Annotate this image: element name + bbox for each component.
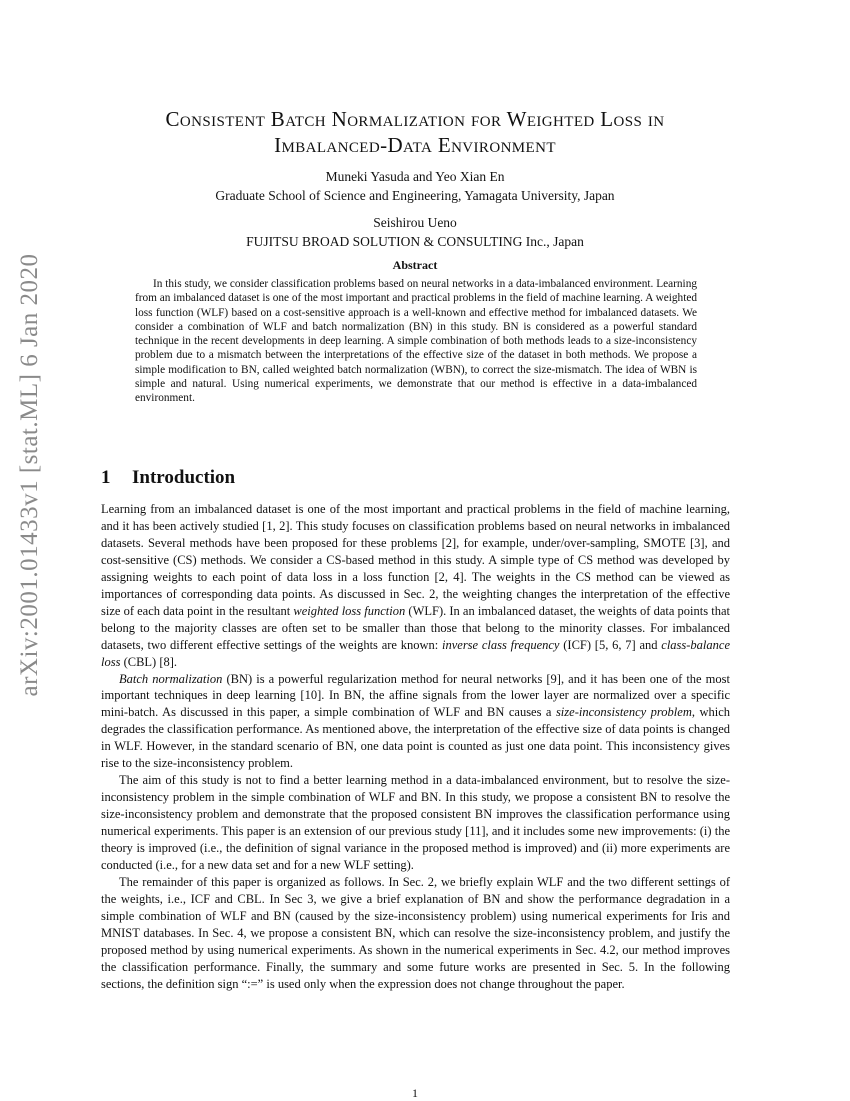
term-batch-normalization: Batch normalization (119, 671, 223, 686)
arxiv-sidebar (0, 0, 60, 1100)
paragraph-1: Learning from an imbalanced dataset is one of the most important and practical problems in the field of machine learning, and it has been actively studied [1, 2]. This study focuses on classification problems based on neural networks in imbalanced datasets. Several methods have been proposed for these problems [2], for example, under/over-sampling, SMOTE [3], and cost-sensitive (CS) methods. We consider a CS-based method in this study. A simple type of CS method was developed by assigning weights to each point of data loss in a loss function [2, 4]. The weights in the CS method can be viewed as importances of corresponding data points. As discussed in Sec. 2, the weighting changes the interpretation of the effective size of each data point in the resultant weighted loss function (WLF). In an imbalanced dataset, the weights of data points that belong to the majority classes are often set to be smaller than those that belong to the minority classes. For imbalanced datasets, two different effective settings of the weights are known: inverse class frequency (ICF) [5, 6, 7] and class-balance loss (CBL) [8]. (101, 502, 730, 669)
author-names-1: Muneki Yasuda and Yeo Xian En (325, 169, 505, 184)
term-inverse-class-frequency: inverse class frequency (442, 637, 560, 652)
paragraph-3: The aim of this study is not to find a better learning method in a data-imbalanced environment, but to resolve the size-inconsistency problem in the simple combination of WLF and BN. In this study, we propose a consistent BN to resolve the size-inconsistency problem and demonstrate that the proposed consistent BN improves the classification performance using numerical experiments. This paper is an extension of our previous study [11], and it includes some new improvements: (i) the theory is improved (i.e., the definition of signal variance in the proposed method is improved) and (ii) more experiments are conducted (i.e., for a new data set and for a new WLF setting). (101, 773, 730, 873)
term-weighted-loss-function: weighted loss function (293, 603, 406, 618)
paragraph-4: The remainder of this paper is organized as follows. In Sec. 2, we briefly explain WLF and the two different settings of the weights, i.e., ICF and CBL. In Sec 3, we give a brief explanation of BN and show the performance degradation in a simple combination of WLF and BN (caused by the size-inconsistency problem) using numerical experiments for Iris and MNIST databases. In Sec. 4, we propose a consistent BN, which can resolve the size-inconsistency problem, and justify the proposed method by using numerical experiments. As shown in the numerical experiments in Sec. 4.2, our method improves the classification performance. Finally, the summary and some future works are presented in Sec. 5. In the following sections, the definition sign “:=” is used only when the expression does not change throughout the paper. (101, 874, 730, 991)
term-class-balance-loss: class-balance loss (101, 637, 730, 669)
abstract-text: In this study, we consider classification problems based on neural networks in a data-imbalanced environment. Learning from an imbalanced dataset is one of the most important and practical problems in the field of machine learning. A weighted loss function (WLF) based on a cost-sensitive approach is a well-known and effective method for imbalanced datasets. We consider a combination of WLF and batch normalization (BN) in this study. BN is considered as a powerful standard technique in the recent developments in deep learning. A simple combination of both methods leads to a size-inconsistency problem due to a mismatch between the interpretations of the effective size of the dataset in both methods. We propose a simple modification to BN, called weighted batch normalization (WBN), to correct the size-mismatch. The idea of WBN is simple and natural. Using numerical experiments, we demonstrate that our method is effective in a data-imbalanced environment. (135, 278, 697, 405)
author-affiliation-2: FUJITSU BROAD SOLUTION & CONSULTING Inc., Japan (246, 234, 584, 249)
paper-title-line-2: Imbalanced-Data Environment (274, 133, 556, 157)
paragraph-2: Batch normalization (BN) is a powerful regularization method for neural networks [9], and it has been one of the most important techniques in deep learning [10]. In BN, the affine signals from the lower layer are normalized over a specific mini-batch. As discussed in this paper, a simple combination of WLF and BN causes a size-inconsistency problem, which degrades the classification performance. As mentioned above, the interpretation of the effective size of data points is changed in WLF. However, in the standard scenario of BN, one data point is counted as just one data point. This inconsistency gives rise to the size-inconsistency problem. (101, 671, 730, 771)
paper-title (100, 106, 730, 158)
introduction-body (101, 501, 730, 993)
paper-title-line-1: Consistent Batch Normalization for Weighted Loss in (165, 107, 665, 131)
author-names-2: Seishirou Ueno (373, 215, 457, 230)
page-number: 1 (412, 1086, 418, 1100)
arxiv-stamp: arXiv:2001.01433v1 [stat.ML] 6 Jan 2020 (16, 253, 43, 697)
term-size-inconsistency-problem: size-inconsistency problem (555, 705, 692, 720)
section-number: 1 (101, 467, 111, 488)
section-title: Introduction (132, 467, 236, 488)
section-heading-introduction (101, 467, 235, 489)
abstract-heading: Abstract (392, 258, 438, 272)
author-block (100, 167, 730, 251)
author-affiliation-1: Graduate School of Science and Engineering, Yamagata University, Japan (215, 188, 615, 203)
